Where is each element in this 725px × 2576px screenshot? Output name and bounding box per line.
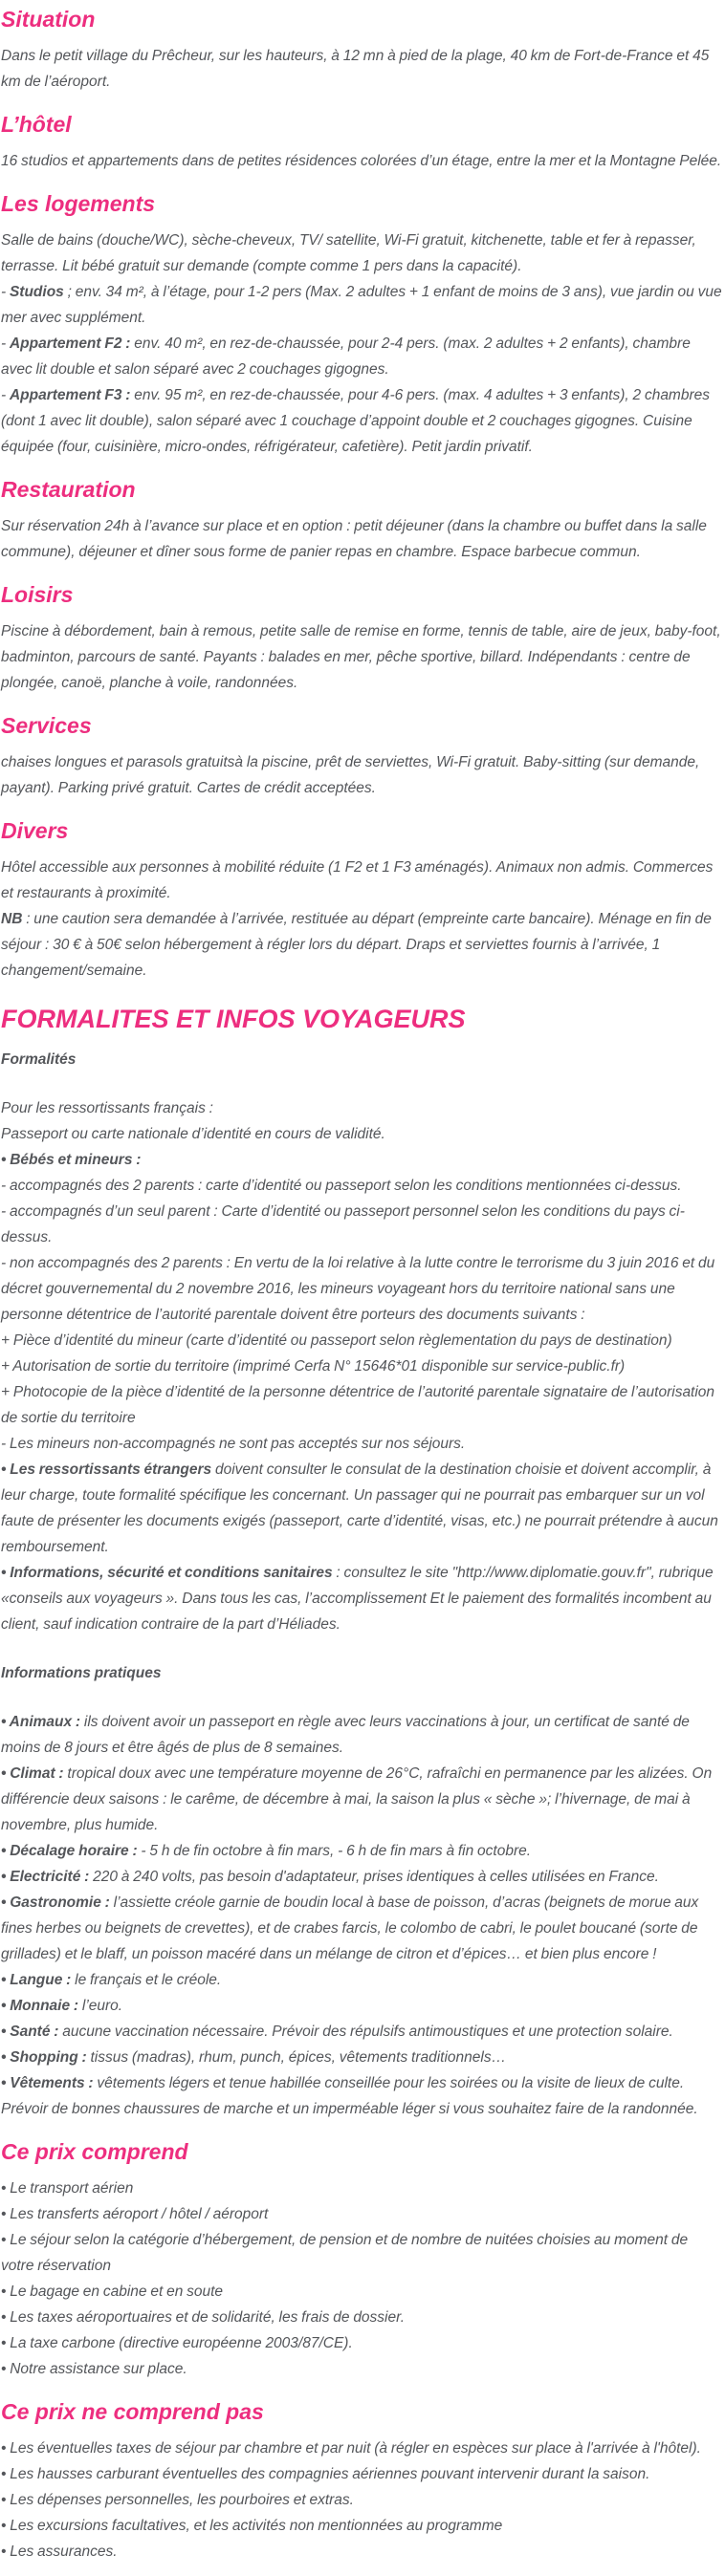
- paragraph-logements-2: [1, 331, 723, 382]
- paragraph-formalites-18: [1, 1761, 723, 1838]
- text-run: chaises longues et parasols gratuitsà la piscine, prêt de serviettes, Wi-Fi gratuit. Baby-sitting (sur demande, payant). Parking privé gratuit. Cartes de crédit acceptées.: [1, 754, 700, 796]
- text-run: - 5 h de fin octobre à fin mars, - 6 h de fin mars à fin octobre.: [137, 1843, 532, 1859]
- vertical-spacer: [1, 1072, 723, 1095]
- text-run-bold: Appartement F3 :: [9, 387, 131, 403]
- section-formalites: [1, 1004, 723, 2122]
- text-run-bold: NB: [1, 911, 23, 927]
- paragraph-formalites-26: [1, 2070, 723, 2122]
- text-run: 220 à 240 volts, pas besoin d'adaptateur, prises identiques à celles utilisées en France.: [89, 1869, 659, 1885]
- text-run: - accompagnés d’un seul parent : Carte d’identité ou passeport personnel selon les conditions du pays ci-dessus.: [1, 1203, 685, 1245]
- text-run: : une caution sera demandée à l’arrivée, restituée au départ (empreinte carte bancaire). Ménage en fin de séjour : 30 € à 50€ selon hébergement à régler lors du départ. Draps et serviettes fournis à l’arrivée, 1 changement/semaine.: [1, 911, 712, 979]
- text-run: 16 studios et appartements dans de petites résidences colorées d’un étage, entre la mer et la Montagne Pelée.: [1, 153, 722, 169]
- text-run: • Les excursions facultatives, et les activités non mentionnées au programme: [1, 2518, 503, 2534]
- section-heading-hotel: L’hôtel: [1, 112, 72, 137]
- text-run-bold: • Gastronomie :: [1, 1894, 110, 1911]
- text-run: vêtements légers et tenue habillée conseillée pour les soirées ou la visite de lieux de culte. Prévoir de bonnes chaussures de marche et un imperméable léger si vous souhaitez faire de la randonnée.: [1, 2075, 698, 2117]
- paragraph-prix-comprend-2: [1, 2227, 723, 2279]
- paragraph-prix-comprend-5: [1, 2330, 723, 2356]
- text-run: Sur réservation 24h à l’avance sur place et en option : petit déjeuner (dans la chambre ou buffet dans la salle commune), déjeuner et dîner sous forme de panier repas en chambre. Espace barbecue commun.: [1, 518, 707, 560]
- subheading-formalites-15: [1, 1660, 723, 1686]
- text-run: Piscine à débordement, bain à remous, petite salle de remise en forme, tennis de table, aire de jeux, baby-foot, badminton, parcours de santé. Payants : balades en mer, pêche sportive, billard. Indépendants : centre de plongée, canoë, planche à voile, randonnées.: [1, 623, 721, 691]
- paragraph-formalites-4: [1, 1147, 723, 1173]
- paragraph-formalites-17: [1, 1709, 723, 1761]
- section-logements: [1, 190, 723, 460]
- text-run: -: [1, 387, 10, 403]
- paragraph-formalites-5: [1, 1173, 723, 1199]
- text-run-bold: Appartement F2 :: [9, 336, 131, 352]
- text-run-bold: • Shopping :: [1, 2049, 87, 2066]
- paragraph-prix-comprend-1: [1, 2201, 723, 2227]
- section-heading-logements: Les logements: [1, 191, 156, 216]
- paragraph-prix-ne-comprend-pas-0: [1, 2435, 723, 2461]
- paragraph-formalites-20: [1, 1864, 723, 1890]
- section-services: [1, 712, 723, 801]
- paragraph-formalites-10: [1, 1379, 723, 1431]
- text-run: • La taxe carbone (directive européenne 2003/87/CE).: [1, 2335, 353, 2351]
- text-run: • Les transferts aéroport / hôtel / aéroport: [1, 2206, 269, 2222]
- section-heading-situation: Situation: [1, 7, 96, 32]
- text-run: -: [1, 284, 10, 300]
- section-situation: [1, 6, 723, 95]
- text-run-bold: Formalités: [1, 1051, 77, 1068]
- section-heading-prix-ne-comprend-pas: Ce prix ne comprend pas: [1, 2399, 264, 2424]
- paragraph-formalites-24: [1, 2019, 723, 2045]
- paragraph-prix-comprend-0: [1, 2176, 723, 2201]
- vertical-spacer: [1, 1686, 723, 1709]
- text-run: ; env. 34 m², à l’étage, pour 1-2 pers (Max. 2 adultes + 1 enfant de moins de 3 ans), vue jardin ou vue mer avec supplément.: [1, 284, 722, 326]
- text-run: Passeport ou carte nationale d’identité en cours de validité.: [1, 1126, 385, 1142]
- paragraph-prix-ne-comprend-pas-4: [1, 2539, 723, 2565]
- text-run: env. 40 m², en rez-de-chaussée, pour 2-4 pers. (max. 2 adultes + 2 enfants), chambre avec lit double et salon séparé avec 2 couchages gigognes.: [1, 336, 691, 378]
- text-run-bold: Informations pratiques: [1, 1665, 162, 1681]
- paragraph-prix-comprend-6: [1, 2356, 723, 2382]
- text-run-bold: • Informations, sécurité et conditions sanitaires: [1, 1565, 333, 1581]
- text-run: - accompagnés des 2 parents : carte d’identité ou passeport selon les conditions mentionnées ci-dessus.: [1, 1178, 682, 1194]
- paragraph-formalites-25: [1, 2045, 723, 2070]
- text-run-bold: Studios: [9, 284, 64, 300]
- paragraph-prix-ne-comprend-pas-3: [1, 2513, 723, 2539]
- text-run: Salle de bains (douche/WC), sèche-cheveux, TV/ satellite, Wi-Fi gratuit, kitchenette, table et fer à repasser, terrasse. Lit bébé gratuit sur demande (compte comme 1 pers dans la capacité).: [1, 232, 696, 274]
- text-run: • Les éventuelles taxes de séjour par chambre et par nuit (à régler en espèces sur place à l'arrivée à l'hôtel).: [1, 2440, 701, 2457]
- subheading-formalites-0: [1, 1047, 723, 1072]
- paragraph-formalites-11: [1, 1431, 723, 1457]
- text-run: : consultez le site "http://www.diplomatie.gouv.fr", rubrique «conseils aux voyageurs ». Dans tous les cas, l’accomplissement Et le paiement des formalités incombent au client, sauf indication contraire de la part d’Héliades.: [1, 1565, 714, 1633]
- paragraph-formalites-12: [1, 1457, 723, 1560]
- text-run: • Les dépenses personnelles, les pourboires et extras.: [1, 2492, 354, 2508]
- text-run-bold: • Animaux :: [1, 1714, 81, 1730]
- text-run: • Le transport aérien: [1, 2180, 134, 2197]
- text-run: + Pièce d’identité du mineur (carte d’identité ou passeport selon règlementation du pays de destination): [1, 1332, 672, 1349]
- section-hotel: [1, 111, 723, 174]
- section-heading-divers: Divers: [1, 818, 69, 843]
- text-run: + Autorisation de sortie du territoire (imprimé Cerfa N° 15646*01 disponible sur service-public.fr): [1, 1358, 626, 1375]
- text-run-bold: • Langue :: [1, 1972, 72, 1988]
- paragraph-formalites-19: [1, 1838, 723, 1864]
- text-run: l’assiette créole garnie de boudin local à base de poisson, d’acras (beignets de morue aux fines herbes ou beignets de crevettes), et de crabes farcis, le colombo de cabri, le poulet boucané (sorte de grillades) et le blaff, un poisson macéré dans un mélange de citron et d’épices… et bien plus encore !: [1, 1894, 699, 1962]
- text-run: tropical doux avec une température moyenne de 26°C, rafraîchi en permanence par les alizées. On différencie deux saisons : le carême, de décembre à mai, la saison la plus « sèche »; l’hivernage, de mai à novembre, plus humide.: [1, 1765, 713, 1833]
- text-run: l’euro.: [78, 1998, 123, 2014]
- section-heading-prix-comprend: Ce prix comprend: [1, 2139, 188, 2164]
- text-run: aucune vaccination nécessaire. Prévoir des répulsifs antimoustiques et une protection solaire.: [58, 2024, 673, 2040]
- text-run-bold: • Climat :: [1, 1765, 64, 1782]
- text-run: • Les assurances.: [1, 2544, 118, 2560]
- paragraph-formalites-9: [1, 1353, 723, 1379]
- paragraph-prix-ne-comprend-pas-1: [1, 2461, 723, 2487]
- text-run-bold: • Electricité :: [1, 1869, 90, 1885]
- section-divers: [1, 817, 723, 984]
- text-run: + Photocopie de la pièce d’identité de la personne détentrice de l’autorité parentale signataire de l’autorisation de sortie du territoire: [1, 1384, 715, 1426]
- section-heading-services: Services: [1, 713, 92, 738]
- paragraph-formalites-8: [1, 1328, 723, 1353]
- text-run-bold: • Décalage horaire :: [1, 1843, 138, 1859]
- text-run: • Le séjour selon la catégorie d’hébergement, de pension et de nombre de nuitées choisies au moment de votre réservation: [1, 2232, 689, 2274]
- text-run: env. 95 m², en rez-de-chaussée, pour 4-6 pers. (max. 4 adultes + 3 enfants), 2 chambres (dont 1 avec lit double), salon séparé avec 1 couchage d’appoint double et 2 couchages gigognes. Cuisine équipée (four, cuisinière, micro-ondes, réfrigérateur, cafetière). Petit jardin privatif.: [1, 387, 710, 455]
- text-run: le français et le créole.: [71, 1972, 222, 1988]
- text-run: Hôtel accessible aux personnes à mobilité réduite (1 F2 et 1 F3 aménagés). Animaux non admis. Commerces et restaurants à proximité.: [1, 859, 714, 901]
- paragraph-formalites-7: [1, 1250, 723, 1328]
- paragraph-divers-1: [1, 906, 723, 984]
- paragraph-restauration-0: [1, 513, 723, 565]
- text-run: tissus (madras), rhum, punch, épices, vêtements traditionnels…: [86, 2049, 507, 2066]
- paragraph-divers-0: [1, 855, 723, 906]
- text-run: • Le bagage en cabine et en soute: [1, 2284, 224, 2300]
- paragraph-formalites-23: [1, 1993, 723, 2019]
- paragraph-logements-1: [1, 279, 723, 331]
- paragraph-situation-0: [1, 43, 723, 95]
- text-run: • Notre assistance sur place.: [1, 2361, 187, 2377]
- text-run: • Les hausses carburant éventuelles des compagnies aériennes pouvant intervenir durant la saison.: [1, 2466, 650, 2482]
- text-run: - Les mineurs non-accompagnés ne sont pas acceptés sur nos séjours.: [1, 1436, 466, 1452]
- paragraph-formalites-6: [1, 1199, 723, 1250]
- paragraph-formalites-2: [1, 1095, 723, 1121]
- section-restauration: [1, 476, 723, 565]
- text-run-bold: • Vêtements :: [1, 2075, 94, 2091]
- text-run: ils doivent avoir un passeport en règle avec leurs vaccinations à jour, un certificat de santé de moins de 8 jours et être âgés de plus de 8 semaines.: [1, 1714, 690, 1756]
- paragraph-prix-comprend-3: [1, 2279, 723, 2305]
- paragraph-logements-0: [1, 227, 723, 279]
- section-prix-comprend: [1, 2138, 723, 2382]
- paragraph-formalites-3: [1, 1121, 723, 1147]
- paragraph-formalites-22: [1, 1967, 723, 1993]
- text-run-bold: • Monnaie :: [1, 1998, 79, 2014]
- vertical-spacer: [1, 1637, 723, 1660]
- paragraph-prix-comprend-4: [1, 2305, 723, 2330]
- paragraph-prix-ne-comprend-pas-2: [1, 2487, 723, 2513]
- section-prix-ne-comprend-pas: [1, 2398, 723, 2565]
- text-run: Dans le petit village du Prêcheur, sur les hauteurs, à 12 mn à pied de la plage, 40 km de Fort-de-France et 45 km de l’aéroport.: [1, 48, 710, 90]
- section-heading-loisirs: Loisirs: [1, 582, 74, 607]
- paragraph-formalites-21: [1, 1890, 723, 1967]
- section-heading-restauration: Restauration: [1, 477, 136, 502]
- paragraph-services-0: [1, 749, 723, 801]
- paragraph-loisirs-0: [1, 618, 723, 696]
- text-run: • Les taxes aéroportuaires et de solidarité, les frais de dossier.: [1, 2309, 406, 2326]
- text-run: doivent consulter le consulat de la destination choisie et doivent accomplir, à leur charge, toute formalité spécifique les concernant. Un passager qui ne pourrait pas embarquer sur un vol faute de présenter les documents exigés (passeport, carte d’identité, visas, etc.) ne pourrait prétendre à aucun remboursement.: [1, 1461, 718, 1555]
- section-loisirs: [1, 581, 723, 696]
- text-run-bold: • Santé :: [1, 2024, 59, 2040]
- paragraph-logements-3: [1, 382, 723, 460]
- text-run: - non accompagnés des 2 parents : En vertu de la loi relative à la lutte contre le terrorisme du 3 juin 2016 et du décret gouvernemental du 2 novembre 2016, les mineurs voyageant hors du territoire national sans une personne détentrice de l’autorité parentale doivent être porteurs des documents suivants :: [1, 1255, 715, 1323]
- text-run-bold: • Les ressortissants étrangers: [1, 1461, 212, 1478]
- text-run: -: [1, 336, 10, 352]
- text-run: Pour les ressortissants français :: [1, 1100, 213, 1116]
- paragraph-hotel-0: [1, 148, 723, 174]
- paragraph-formalites-13: [1, 1560, 723, 1637]
- text-run-bold: • Bébés et mineurs :: [1, 1152, 142, 1168]
- section-heading-formalites: FORMALITES ET INFOS VOYAGEURS: [1, 1005, 466, 1033]
